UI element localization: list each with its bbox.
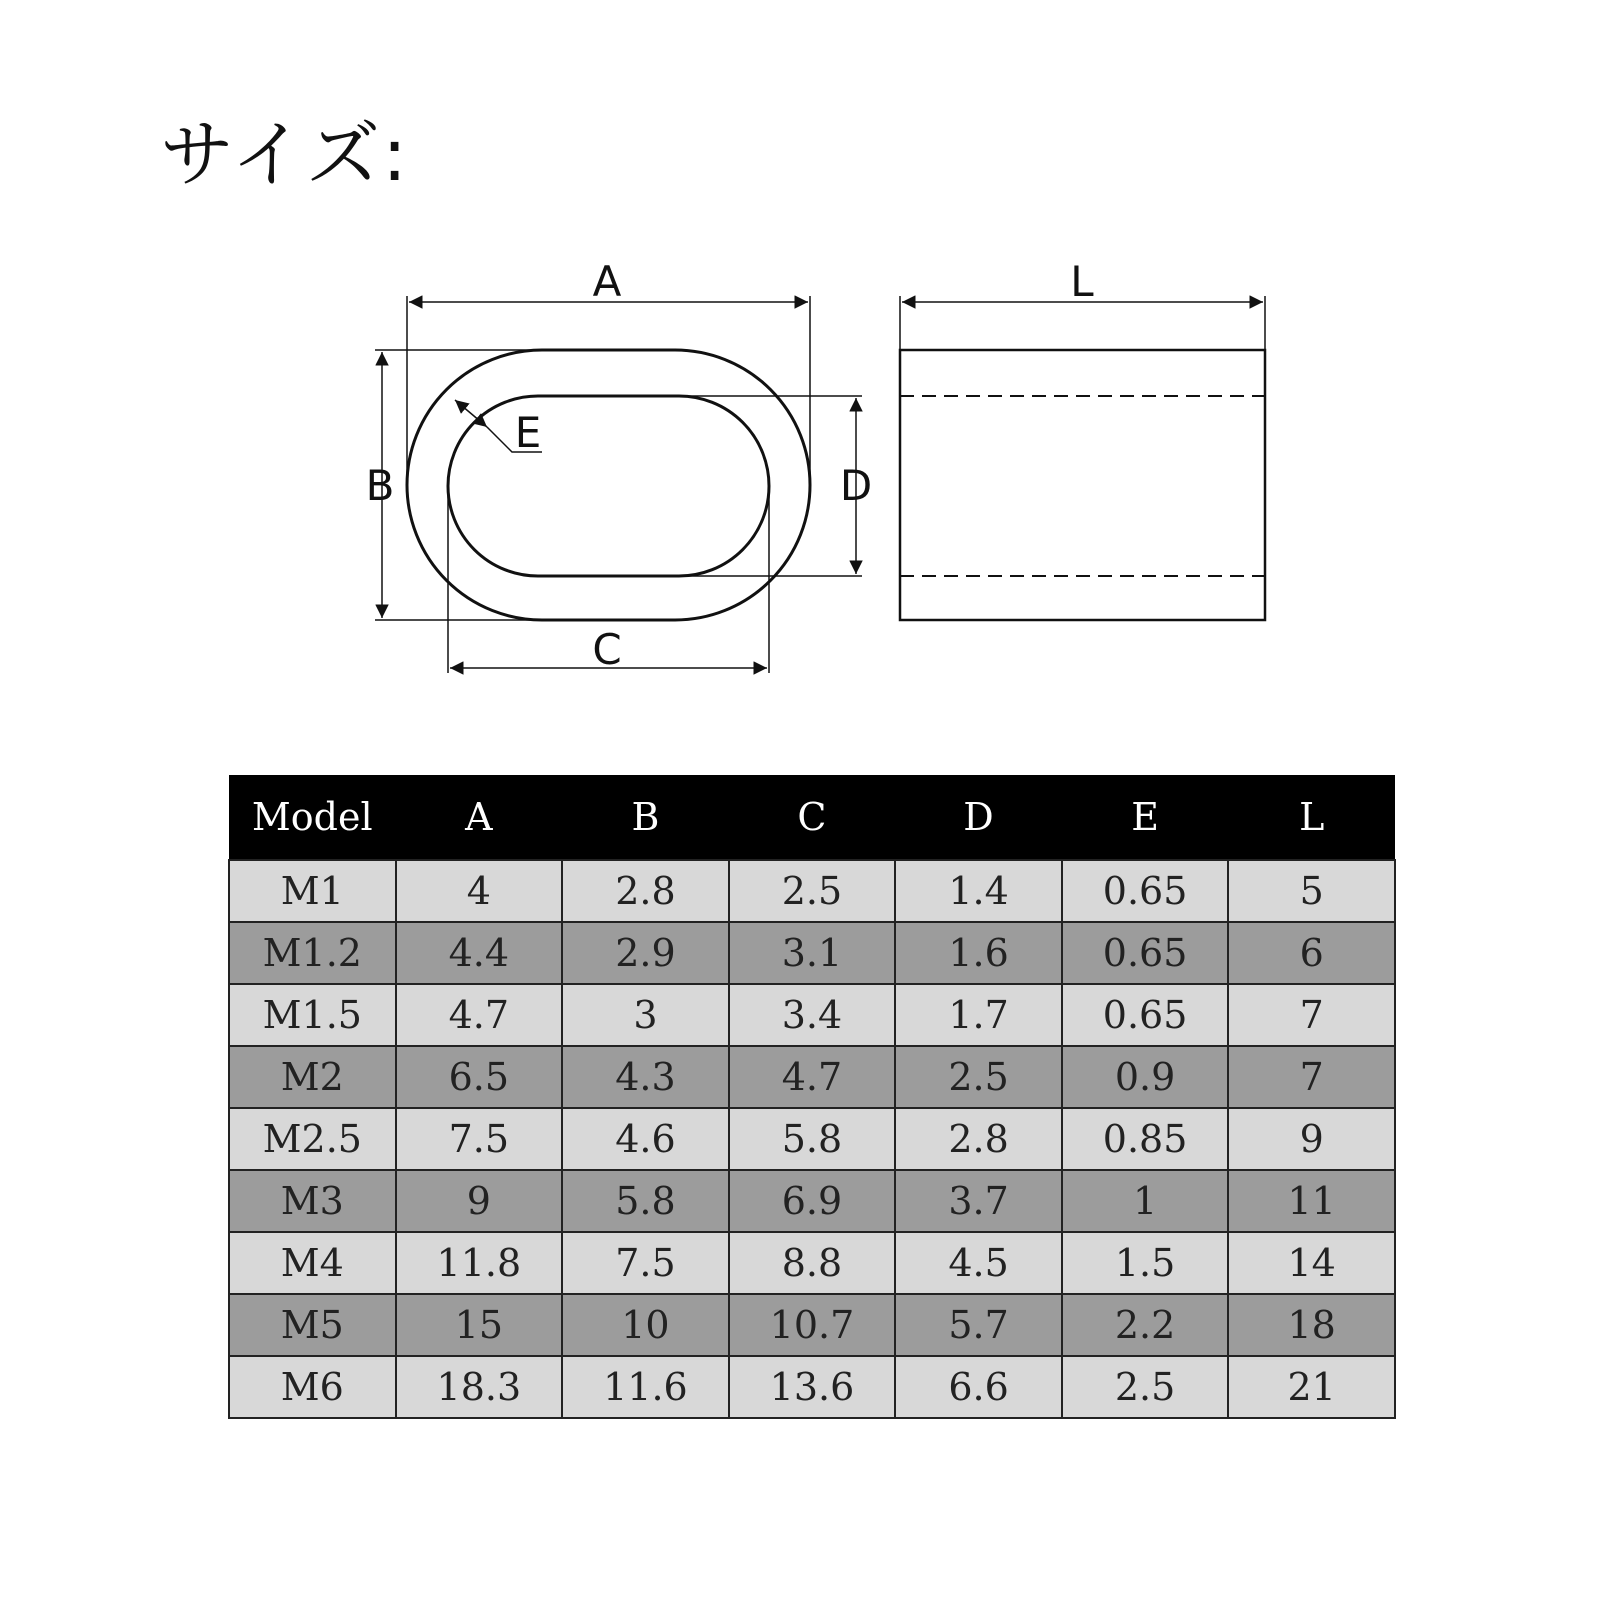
table-row (229, 860, 1395, 922)
model-cell: M5 (229, 1294, 396, 1356)
model-cell: M1.5 (229, 984, 396, 1046)
label-c: C (592, 625, 622, 674)
table-row (229, 1356, 1395, 1418)
size-table (228, 775, 1396, 1419)
model-cell: M2 (229, 1046, 396, 1108)
table-header-row (229, 775, 1395, 860)
side-view (900, 350, 1265, 620)
table-row (229, 1170, 1395, 1232)
value-cell: 4.5 (895, 1232, 1062, 1294)
value-cell: 7.5 (396, 1108, 563, 1170)
value-cell: 0.65 (1062, 860, 1229, 922)
dimension-drawing (0, 0, 1600, 720)
value-cell: 0.85 (1062, 1108, 1229, 1170)
value-cell: 4.7 (729, 1046, 896, 1108)
value-cell: 18.3 (396, 1356, 563, 1418)
front-view (407, 350, 810, 620)
value-cell: 7.5 (562, 1232, 729, 1294)
model-cell: M4 (229, 1232, 396, 1294)
outer-oval (407, 350, 810, 620)
value-cell: 1.6 (895, 922, 1062, 984)
value-cell: 18 (1228, 1294, 1395, 1356)
value-cell: 10.7 (729, 1294, 896, 1356)
value-cell: 2.9 (562, 922, 729, 984)
model-cell: M3 (229, 1170, 396, 1232)
table-row (229, 922, 1395, 984)
value-cell: 6 (1228, 922, 1395, 984)
value-cell: 0.9 (1062, 1046, 1229, 1108)
header-d: D (895, 775, 1062, 860)
value-cell: 1.4 (895, 860, 1062, 922)
value-cell: 4.6 (562, 1108, 729, 1170)
value-cell: 4.4 (396, 922, 563, 984)
value-cell: 0.65 (1062, 922, 1229, 984)
value-cell: 2.8 (562, 860, 729, 922)
header-l: L (1228, 775, 1395, 860)
model-cell: M6 (229, 1356, 396, 1418)
value-cell: 21 (1228, 1356, 1395, 1418)
value-cell: 6.5 (396, 1046, 563, 1108)
model-cell: M2.5 (229, 1108, 396, 1170)
value-cell: 0.65 (1062, 984, 1229, 1046)
value-cell: 1.7 (895, 984, 1062, 1046)
label-d: D (839, 461, 873, 510)
value-cell: 2.2 (1062, 1294, 1229, 1356)
header-model: Model (229, 775, 396, 860)
value-cell: 2.5 (729, 860, 896, 922)
value-cell: 5.7 (895, 1294, 1062, 1356)
table-row (229, 1232, 1395, 1294)
value-cell: 4.7 (396, 984, 563, 1046)
value-cell: 2.8 (895, 1108, 1062, 1170)
label-l: L (1070, 257, 1094, 306)
header-e: E (1062, 775, 1229, 860)
inner-oval (448, 396, 769, 576)
value-cell: 5.8 (729, 1108, 896, 1170)
value-cell: 13.6 (729, 1356, 896, 1418)
table-row (229, 1046, 1395, 1108)
value-cell: 7 (1228, 1046, 1395, 1108)
value-cell: 4.3 (562, 1046, 729, 1108)
value-cell: 3.1 (729, 922, 896, 984)
value-cell: 2.5 (895, 1046, 1062, 1108)
header-a: A (396, 775, 563, 860)
header-b: B (562, 775, 729, 860)
model-cell: M1 (229, 860, 396, 922)
value-cell: 4 (396, 860, 563, 922)
value-cell: 1.5 (1062, 1232, 1229, 1294)
value-cell: 3 (562, 984, 729, 1046)
value-cell: 10 (562, 1294, 729, 1356)
value-cell: 5.8 (562, 1170, 729, 1232)
value-cell: 3.7 (895, 1170, 1062, 1232)
value-cell: 1 (1062, 1170, 1229, 1232)
dimension-lines (382, 302, 1263, 668)
value-cell: 3.4 (729, 984, 896, 1046)
value-cell: 6.6 (895, 1356, 1062, 1418)
label-a: A (592, 257, 622, 306)
value-cell: 9 (1228, 1108, 1395, 1170)
value-cell: 14 (1228, 1232, 1395, 1294)
value-cell: 5 (1228, 860, 1395, 922)
table-row (229, 1294, 1395, 1356)
header-c: C (729, 775, 896, 860)
value-cell: 15 (396, 1294, 563, 1356)
value-cell: 7 (1228, 984, 1395, 1046)
side-body (900, 350, 1265, 620)
value-cell: 11 (1228, 1170, 1395, 1232)
table-row (229, 1108, 1395, 1170)
label-e: E (514, 408, 542, 457)
value-cell: 11.8 (396, 1232, 563, 1294)
model-cell: M1.2 (229, 922, 396, 984)
page-title: サイズ: (160, 112, 410, 198)
table-row (229, 984, 1395, 1046)
value-cell: 9 (396, 1170, 563, 1232)
value-cell: 11.6 (562, 1356, 729, 1418)
value-cell: 8.8 (729, 1232, 896, 1294)
value-cell: 6.9 (729, 1170, 896, 1232)
label-b: B (365, 461, 395, 510)
value-cell: 2.5 (1062, 1356, 1229, 1418)
